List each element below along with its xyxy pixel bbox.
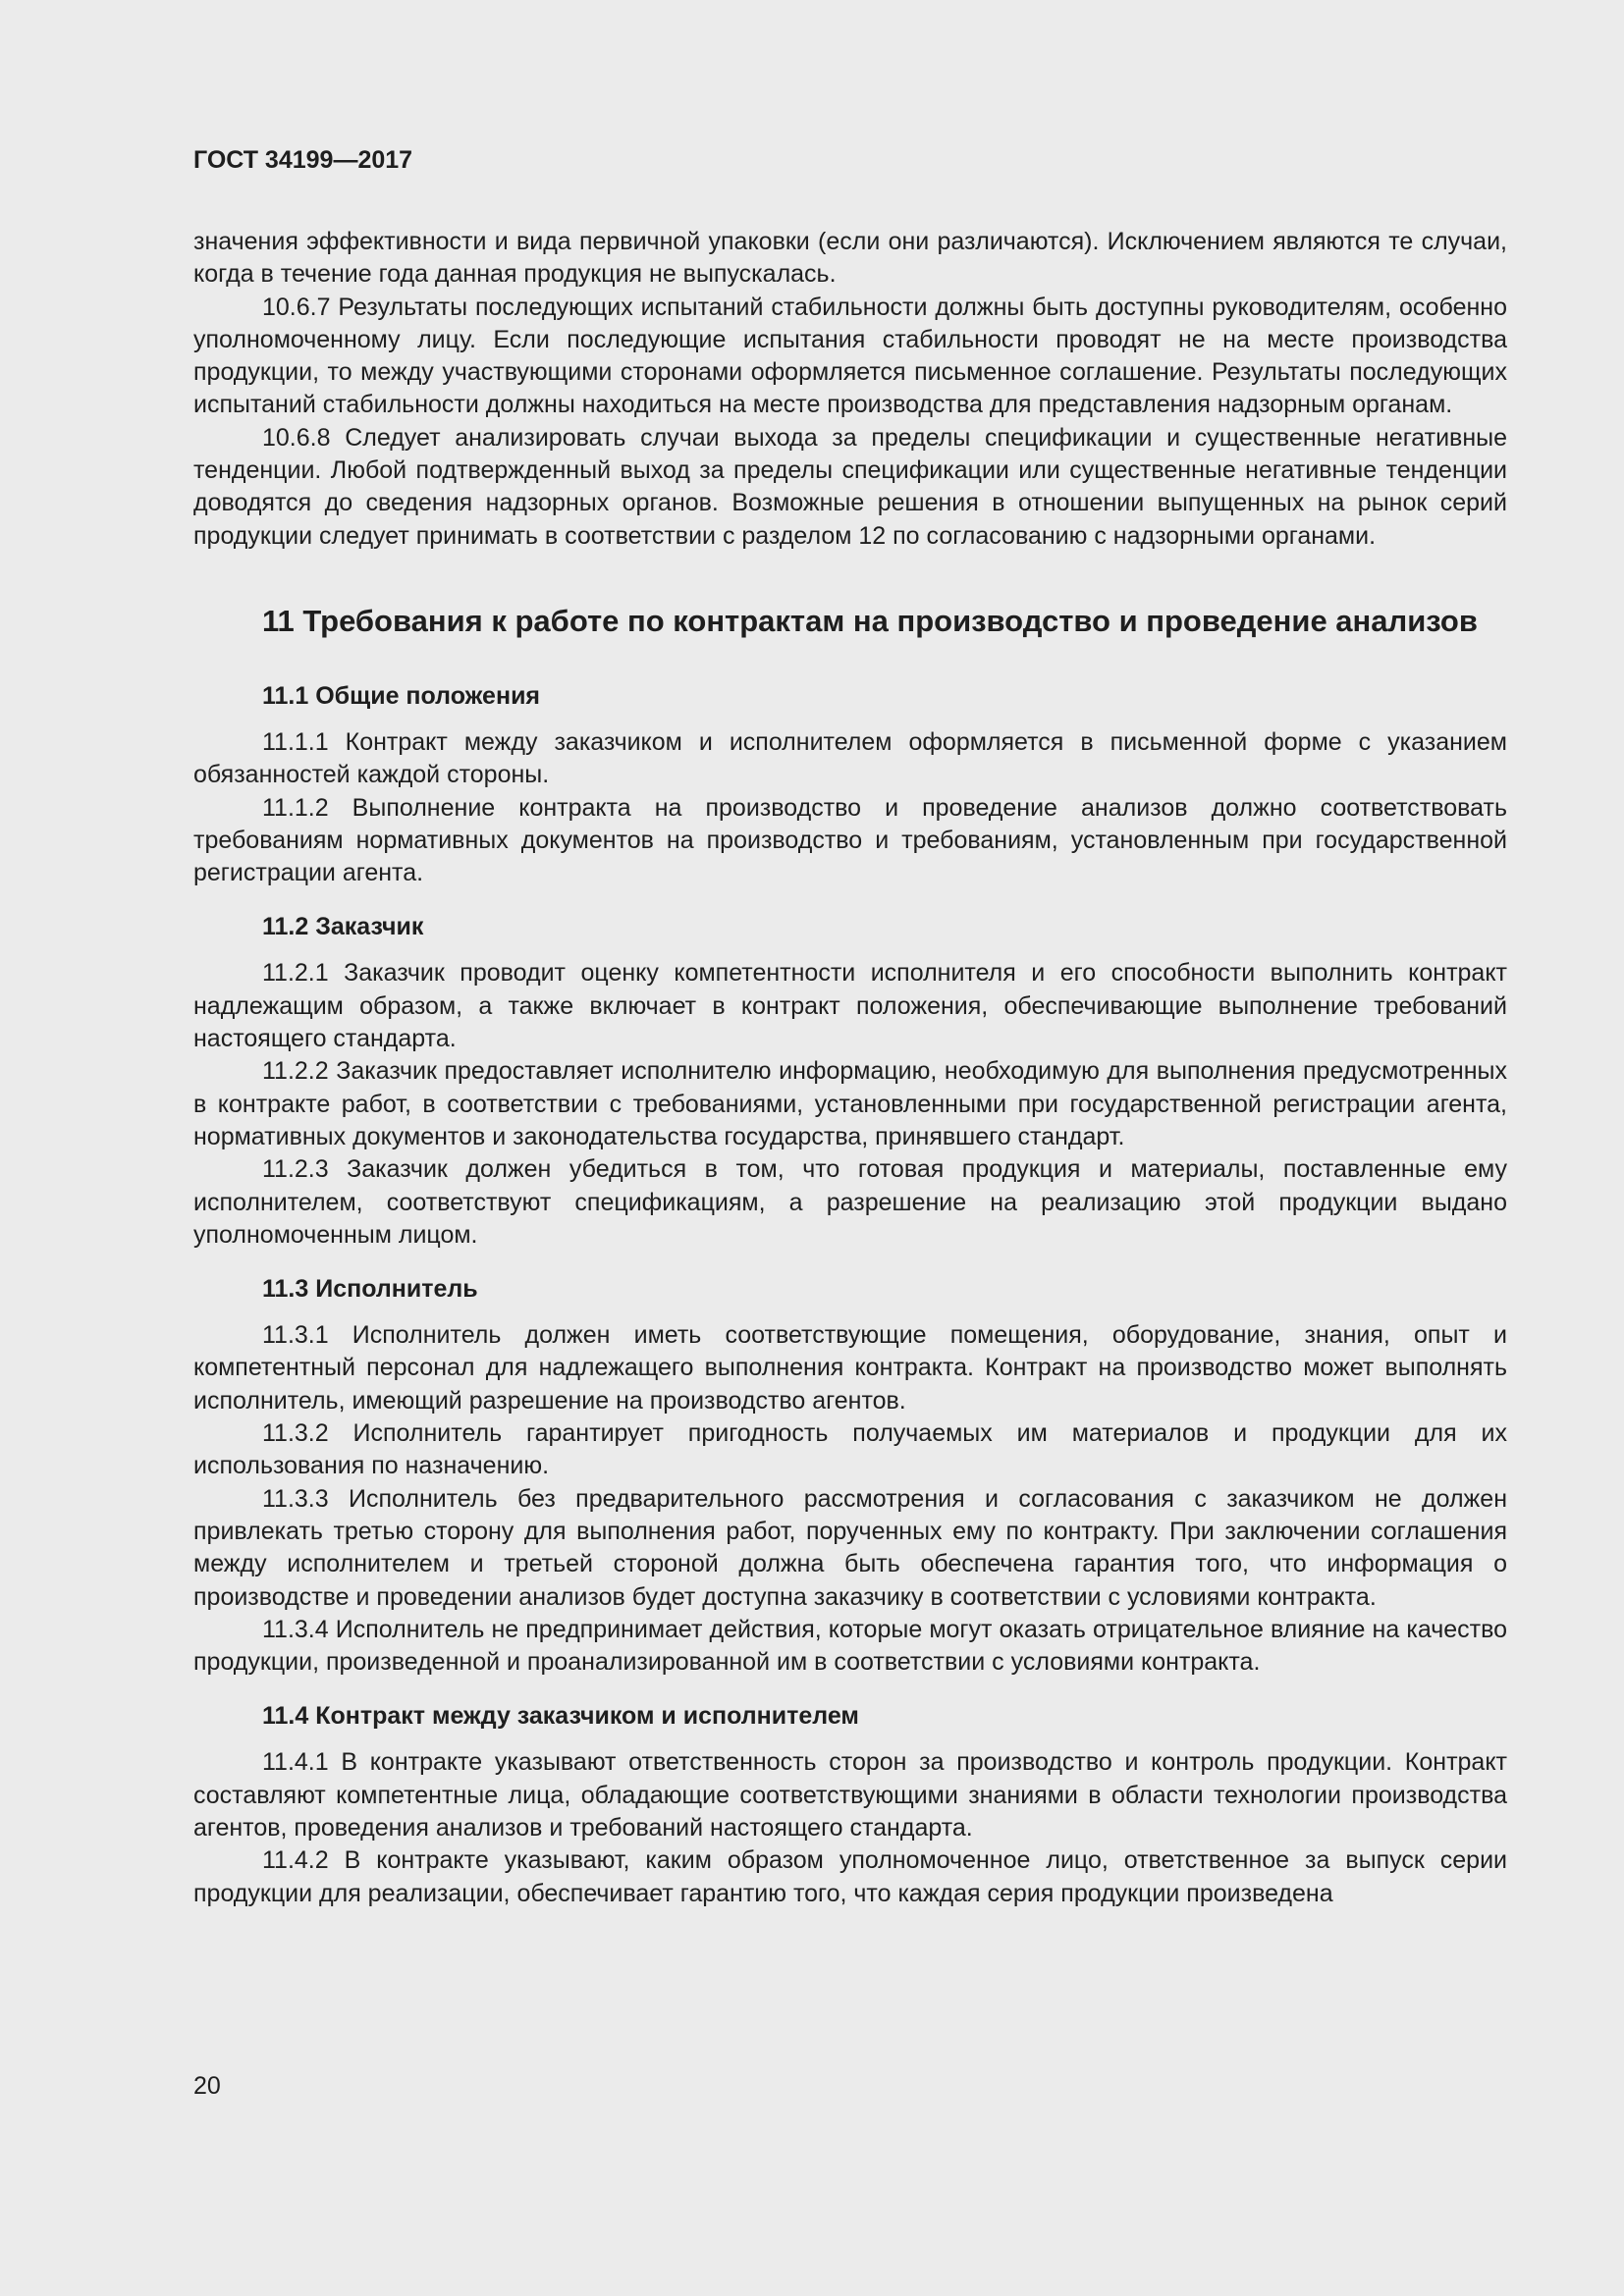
paragraph-11-3-1: 11.3.1 Исполнитель должен иметь соответствующие помещения, оборудование, знания, опыт и компетентный персонал для надлежащего выполнения контракта. Контракт на производство может выполнять исполнитель, имеющий разрешение на производство агентов.: [193, 1321, 1507, 1415]
paragraph-continuation: значения эффективности и вида первичной упаковки (если они различаются). Исключением являются те случаи, когда в течение года данная продукция не выпускалась.: [193, 228, 1507, 289]
paragraph-10-6-8: 10.6.8 Следует анализировать случаи выхода за пределы спецификации и существенные негативные тенденции. Любой подтвержденный выход за пределы спецификации или существенные негативные тенденции доводятся до сведения надзорных органов. Возможные решения в отношении выпущенных на рынок серий продукции следует принимать в соответствии с разделом 12 по согласованию с надзорными органами.: [193, 423, 1507, 550]
paragraph-11-4-2: 11.4.2 В контракте указывают, каким образом уполномоченное лицо, ответственное за выпуск серии продукции для реализации, обеспечивает гарантию того, что каждая серия продукции произведена: [193, 1846, 1507, 1907]
paragraph-11-3-3: 11.3.3 Исполнитель без предварительного рассмотрения и согласования с заказчиком не должен привлекать третью сторону для выполнения работ, порученных ему по контракту. При заключении соглашения между исполнителем и третьей стороной должна быть обеспечена гарантия того, что информация о производстве и проведении анализов будет доступна заказчику в соответствии с условиями контракта.: [193, 1484, 1507, 1611]
paragraph-11-2-2: 11.2.2 Заказчик предоставляет исполнителю информацию, необходимую для выполнения предусмотренных в контракте работ, в соответствии с требованиями, установленными при государственной регистрации агента, нормативных документов и законодательства государства, принявшего стандарт.: [193, 1057, 1507, 1150]
subsection-title-11-3: 11.3 Исполнитель: [262, 1275, 478, 1304]
section-title-11: 11 Требования к работе по контрактам на производство и проведение анализов: [262, 603, 1478, 638]
paragraph-11-1-1: 11.1.1 Контракт между заказчиком и исполнителем оформляется в письменной форме с указанием обязанностей каждой стороны.: [193, 727, 1507, 789]
page-number: 20: [193, 2072, 221, 2100]
paragraph-11-3-4: 11.3.4 Исполнитель не предпринимает действия, которые могут оказать отрицательное влияние на качество продукции, произведенной и проанализированной им в соответствии с условиями контракта.: [193, 1615, 1507, 1677]
paragraph-11-2-1: 11.2.1 Заказчик проводит оценку компетентности исполнителя и его способности выполнить контракт надлежащим образом, а также включает в контракт положения, обеспечивающие выполнение требований настоящего стандарта.: [193, 959, 1507, 1053]
paragraph-11-3-2: 11.3.2 Исполнитель гарантирует пригодность получаемых им материалов и продукции для их использования по назначению.: [193, 1419, 1507, 1480]
document-page: [193, 145, 1507, 1910]
paragraph-11-1-2: 11.1.2 Выполнение контракта на производство и проведение анализов должно соответствовать требованиям нормативных документов на производство и требованиям, установленным при государственной регистрации агента.: [193, 793, 1507, 887]
paragraph-11-4-1: 11.4.1 В контракте указывают ответственность сторон за производство и контроль продукции. Контракт составляют компетентные лица, обладающие соответствующими знаниями в области технологии производства агентов, проведения анализов и требований настоящего стандарта.: [193, 1748, 1507, 1842]
paragraph-11-2-3: 11.2.3 Заказчик должен убедиться в том, что готовая продукция и материалы, поставленные ему исполнителем, соответствуют спецификациям, а разрешение на реализацию этой продукции выдано уполномоченным лицом.: [193, 1155, 1507, 1249]
subsection-title-11-4: 11.4 Контракт между заказчиком и исполнителем: [262, 1702, 859, 1731]
paragraph-10-6-7: 10.6.7 Результаты последующих испытаний стабильности должны быть доступны руководителям, особенно уполномоченному лицу. Если последующие испытания стабильности проводят не на месте производства продукции, то между участвующими сторонами оформляется письменное соглашение. Результаты последующих испытаний стабильности должны находиться на месте производства для представления надзорным органам.: [193, 293, 1507, 419]
document-header: ГОСТ 34199—2017: [193, 146, 413, 174]
subsection-title-11-2: 11.2 Заказчик: [262, 913, 424, 941]
subsection-title-11-1: 11.1 Общие положения: [262, 681, 541, 710]
